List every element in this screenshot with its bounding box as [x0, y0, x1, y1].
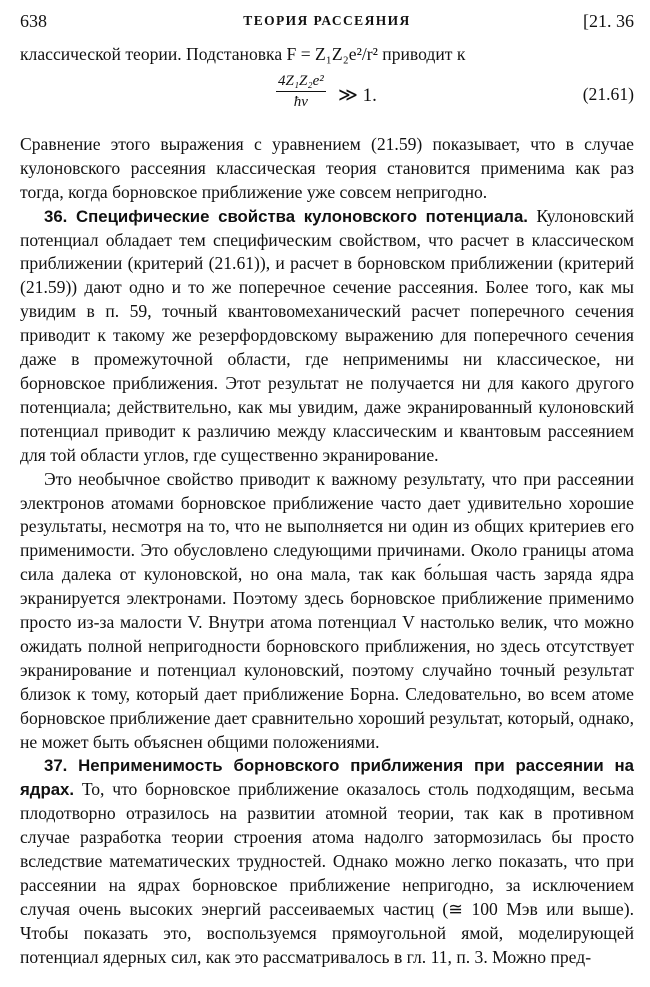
- equation-21-61: [20, 69, 634, 129]
- section-36-text: Кулоновский потенциал обладает тем специфическим свойством, что расчет в классическом приближении (критерий (21.61)), и расчет в борновском приближении (критерий (21.59)) дают одно и то же поперечное сечение рассеяния. Более того, как мы увидим в п. 59, точный квантовомеханический расчет поперечного сечения приводит к такому же резерфордовскому выражению для поперечного сечения даже в промежуточной области, где неприменимы ни классическое, ни борновское приближения. Этот результат не получается ни для какого другого потенциала; действительно, как мы увидим, даже экранированный кулоновский потенциал приводит к различию между классическим и квантовым рассеянием для той области углов, где существенно экранирование.: [20, 205, 634, 465]
- section-37-text: То, что борновское приближение оказалось столь подходящим, весьма плодотворно отразилось на развитии атомной теории, так как в противном случае разработка теории строения атома надолго затормозилась бы просто вследствие математических трудностей. Однако можно легко показать, что при рассеянии на ядрах борновское приближение непригодно, за исключением случая очень высоких энергий рассеиваемых частиц (≅ 100 Мэв или выше). Чтобы показать это, воспользуемся прямоугольной ямой, моделирующей потенциал ядерных сил, как это рассматривалось в гл. 11, п. 3. Можно пред-: [20, 779, 634, 967]
- section-reference: [21. 36: [583, 11, 634, 31]
- equation-number: (21.61): [582, 83, 634, 104]
- section-37: [20, 754, 634, 969]
- page-number: 638: [20, 11, 47, 31]
- paragraph-unusual-property: Это необычное свойство приводит к важному результату, что при рассеянии электронов атомами борновское приближение часто дает удивительно хорошие результаты, несмотря на то, что не выполняется ни один из общих критериев его применимости. Это обусловлено следующими причинами. Около границы атома сила далека от кулоновской, но она мала, так как бо́льшая часть заряда ядра экранируется электронами. Поэтому здесь борновское приближение применимо просто из-за малости V. Внутри атома потенциал V настолько велик, что можно ожидать полной непригодности борновского приближения, но здесь отсутствует экранирование и потенциал кулоновский, поэтому случайно точный результат близок к тому, который дает приближение Борна. Следовательно, во всем атоме борновское приближение дает сравнительно хороший результат, который, однако, не может быть объяснен общими положениями.: [20, 468, 634, 752]
- fraction-denominator: ħv: [293, 93, 308, 110]
- section-36: [20, 205, 634, 468]
- running-header: [20, 8, 634, 34]
- equation-relation: ≫ 1.: [338, 84, 377, 106]
- running-title: ТЕОРИЯ РАССЕЯНИЯ: [243, 13, 411, 28]
- equation-fraction: [276, 72, 326, 112]
- intro-line: классической теории. Подстановка F = Z₁Z₂e²/r² приводит к: [20, 44, 466, 64]
- page-body: [20, 43, 634, 970]
- section-37-heading: 37. Неприменимость борновского приближения при рассеянии на ядрах.: [20, 756, 634, 800]
- section-36-heading: 36. Специфические свойства кулоновского потенциала.: [44, 206, 528, 226]
- book-page: [20, 8, 634, 983]
- fraction-numerator: 4Z₁Z₂e²: [276, 72, 326, 92]
- paragraph-comparison: Сравнение этого выражения с уравнением (21.59) показывает, что в случае кулоновского рассеяния классическая теория становится применима как раз тогда, когда борновское приближение уже совсем непригодно.: [20, 133, 634, 202]
